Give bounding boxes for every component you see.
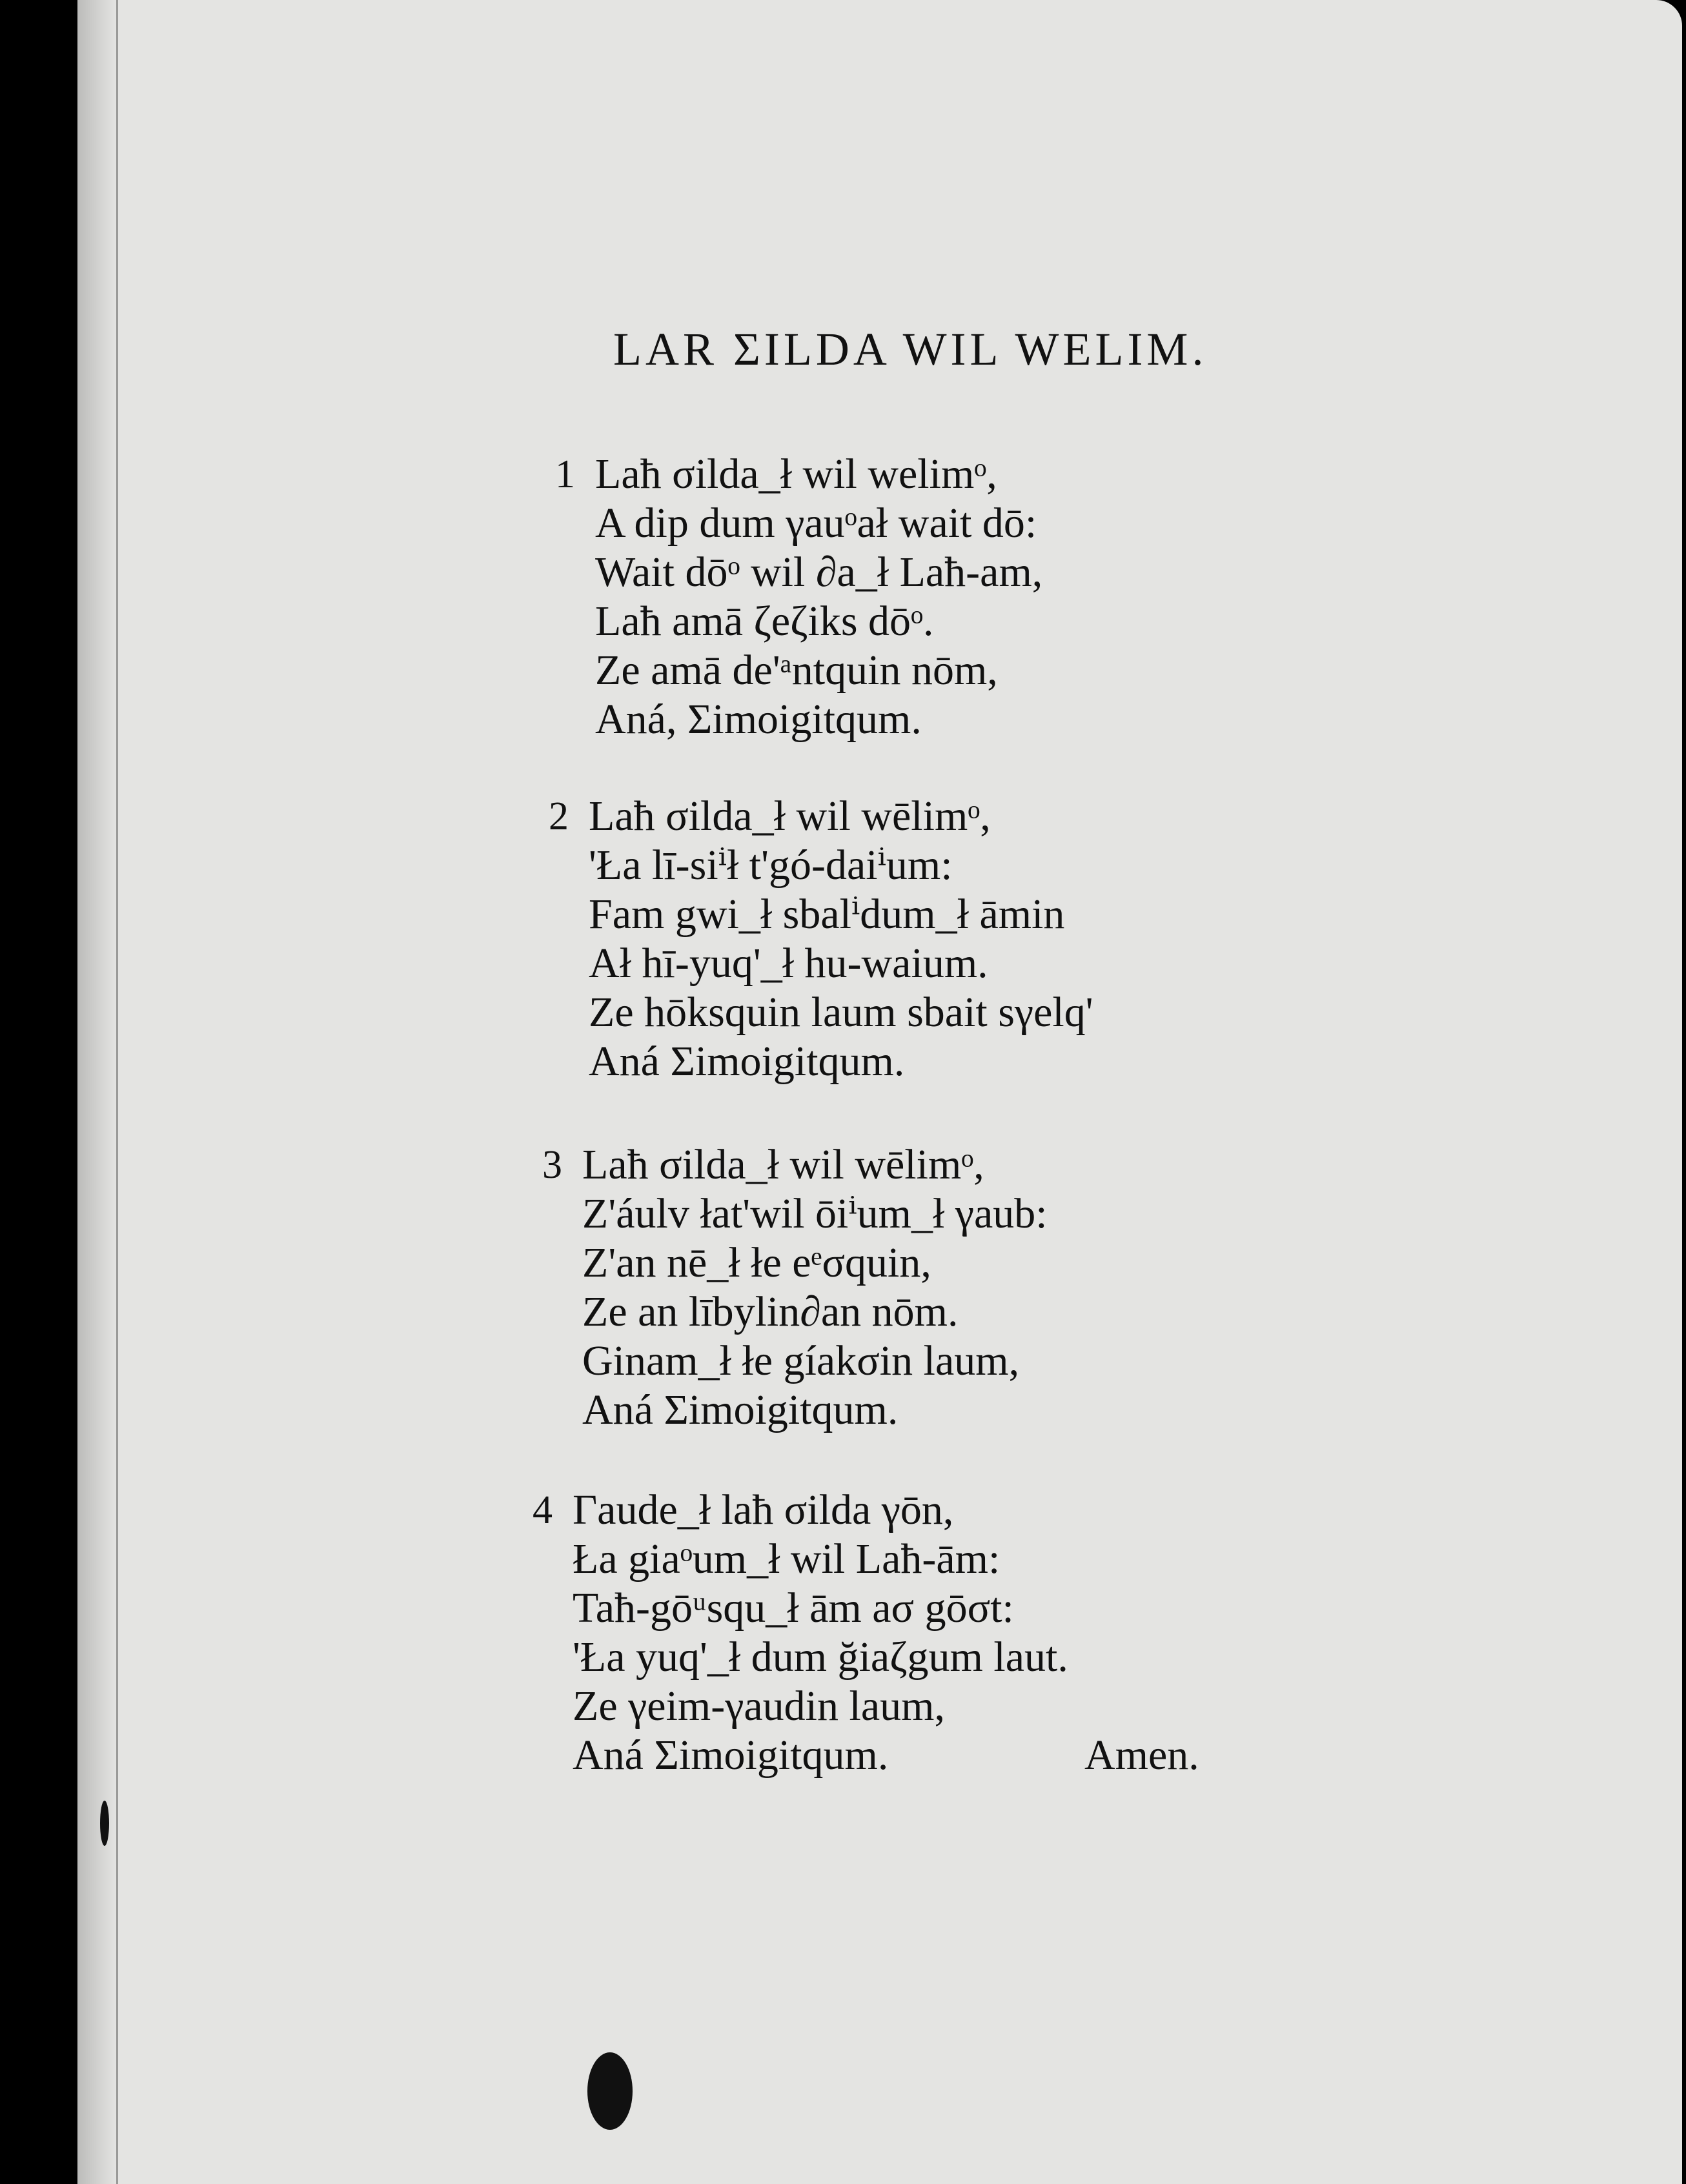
verse-line: Z'áulv łat'wil ōiⁱum_ł γaub: <box>582 1190 1048 1237</box>
verse-line: Laħ σilda_ł wil wēlimᵒ, <box>589 793 991 840</box>
verse-line: Laħ amā ζeζiks dōᵒ. <box>595 598 934 645</box>
verse-number: 1 <box>555 452 575 496</box>
verse-line: Γaude_ł laħ σilda γōn, <box>573 1486 954 1533</box>
hymn-page <box>77 0 1682 2184</box>
verse-line: Ła giaᵒum_ł wil Laħ-ām: <box>573 1535 1000 1582</box>
verse-line: Wait dōᵒ wil ∂a_ł Laħ-am, <box>595 549 1043 596</box>
verse-line: Laħ σilda_ł wil wēlimᵒ, <box>582 1141 984 1188</box>
verse-number: 2 <box>549 794 569 838</box>
amen-text: Amen. <box>1084 1732 1199 1779</box>
verse-line: Fam gwi_ł sbalⁱdum_ł āmin <box>589 891 1065 938</box>
verse-line: Aná, Σimoigitqum. <box>595 696 922 743</box>
verse-line: Taħ-gōᵘsqu_ł ām aσ gōσt: <box>573 1584 1014 1632</box>
hymn-title: LAR ΣILDA WIL WELIM. <box>613 323 1208 375</box>
verse-line: Ał hī-yuq'_ł hu-waium. <box>589 940 988 987</box>
verse-line: Aná Σimoigitqum. <box>573 1732 889 1779</box>
verse-line: Aná Σimoigitqum. <box>582 1386 899 1433</box>
verse-line: Z'an nē_ł łe eᵉσquin, <box>582 1239 931 1286</box>
verse-line: 'Ła lī-siⁱł t'gó-daiⁱum: <box>589 842 953 889</box>
ink-smudge <box>587 2052 633 2130</box>
verse-line: Ze amā de'ᵃntquin nōm, <box>595 647 998 694</box>
verse-line: Laħ σilda_ł wil welimᵒ, <box>595 450 997 498</box>
verse-line: 'Ła yuq'_ł dum ğiaζgum laut. <box>573 1633 1068 1681</box>
verse-number: 3 <box>542 1143 562 1187</box>
verse-line: A dip dum γauᵒał wait dō: <box>595 500 1037 547</box>
verse-line: Ze hōksquin laum sbait sγelq' <box>589 989 1093 1036</box>
verse-line: Ze γeim-γaudin laum, <box>573 1683 945 1730</box>
verse-line: Ginam_ł łe gíakσin laum, <box>582 1337 1020 1384</box>
page-shadow <box>77 0 116 2184</box>
page-edge-line <box>116 0 118 2184</box>
ink-smudge <box>100 1801 109 1846</box>
verse-line: Ze an lībylin∂an nōm. <box>582 1288 959 1335</box>
verse-number: 4 <box>533 1488 553 1532</box>
verse-line: Aná Σimoigitqum. <box>589 1038 905 1085</box>
